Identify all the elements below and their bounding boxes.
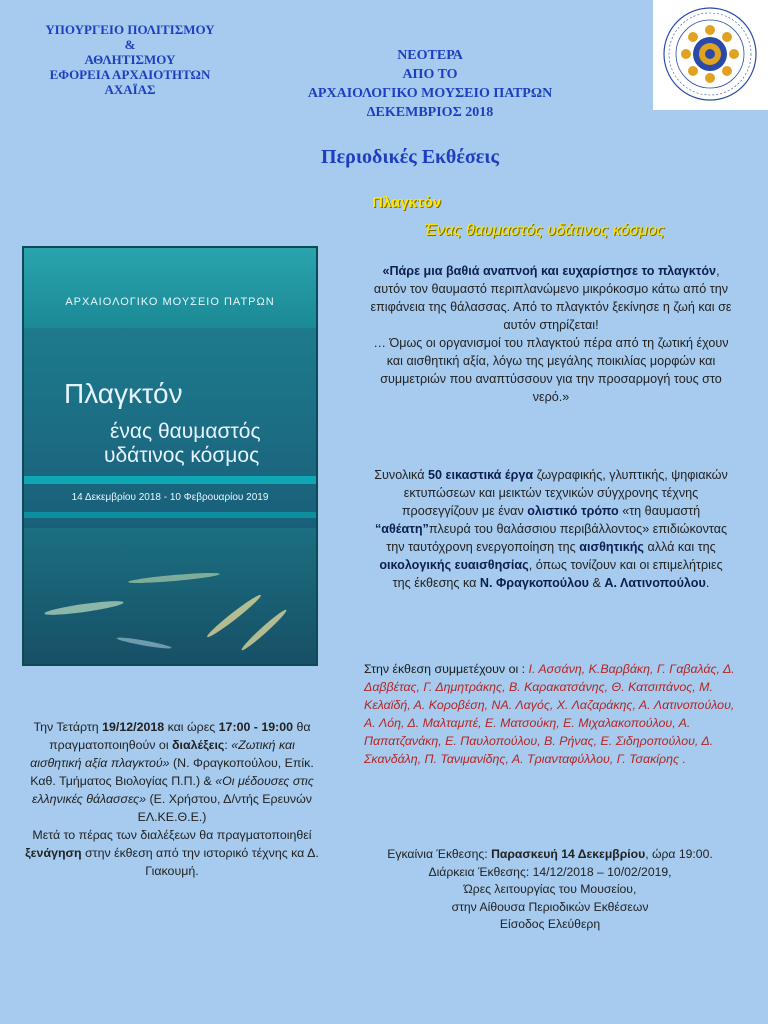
desc-bold: οικολογικής ευαισθησίας: [379, 558, 529, 572]
opening-bold: Παρασκευή 14 Δεκεμβρίου: [491, 847, 646, 861]
quote-text: , αυτόν τον θαυμαστό περιπλανώμενο μικρόκοσμο κάτω από την επιφάνεια της θάλασσας. Από το πλαγκτόν ξεκίνησε η ζωή και σε αυτόν στηρίζεται!: [370, 264, 732, 332]
news-header: [270, 46, 590, 122]
exhibition-quote: [370, 262, 732, 406]
exhibition-description: [370, 466, 732, 592]
lect-text: και ώρες: [164, 720, 219, 734]
opening-text: Εγκαίνια Έκθεσης:: [387, 847, 492, 861]
lect-bold: 19/12/2018: [102, 720, 165, 734]
poster-dates: 14 Δεκεμβρίου 2018 - 10 Φεβρουαρίου 2019: [71, 492, 269, 503]
lect-text: (Ε. Χρήστου, Δ/ντής Ερευνών ΕΛ.ΚΕ.Θ.Ε.): [137, 792, 312, 824]
plankton-illustration: [24, 548, 318, 666]
desc-bold: “αθέατη”: [374, 522, 429, 536]
duration-line: Διάρκεια Έκθεσης: 14/12/2018 – 10/02/2019,: [428, 864, 672, 879]
participants: [364, 660, 736, 768]
exhibition-title: Πλαγκτόν: [372, 194, 442, 211]
tour-paragraph: [22, 826, 322, 880]
quote-paragraph-1: [370, 262, 732, 334]
desc-text: Συνολικά: [374, 468, 428, 482]
lect-text: (Ν. Φραγκοπούλου, Επίκ. Καθ. Τμήματος Βιολογίας Π.Π.) &: [30, 756, 314, 788]
desc-bold: ολιστικό τρόπο: [527, 504, 619, 518]
desc-text: &: [588, 576, 605, 590]
entry-line: Είσοδος Ελεύθερη: [499, 917, 601, 931]
lectures-info: [22, 718, 322, 880]
ministry-line: ΑΧΑΪΑΣ: [104, 82, 156, 97]
desc-text: «τη θαυμαστή: [618, 504, 701, 518]
desc-bold: 50 εικαστικά έργα: [428, 468, 534, 482]
lect-italic: «Ζωτική και αισθητική αξία πλαγκτού»: [30, 738, 295, 770]
news-line: ΑΠΟ ΤΟ: [402, 67, 458, 82]
news-line: ΔΕΚΕΜΒΡΙΟΣ 2018: [366, 105, 494, 120]
news-line: ΝΕΟΤΕΡΑ: [397, 48, 463, 63]
ministry-header: [20, 22, 240, 97]
poster-stripe: [24, 476, 316, 484]
opening-info: [380, 846, 720, 934]
opening-text: , ώρα 19:00.: [645, 847, 713, 861]
lectures-paragraph: [22, 718, 322, 826]
poster-stripe: [24, 512, 316, 518]
ministry-line: ΕΦΟΡΕΙΑ ΑΡΧΑΙΟΤΗΤΩΝ: [49, 67, 211, 82]
museum-logo-icon: [653, 0, 768, 110]
hours-line: Ώρες λειτουργίας του Μουσείου,: [463, 882, 637, 896]
desc-bold: Α. Λατινοπούλου: [604, 576, 706, 590]
quote-paragraph-2: … Όμως οι οργανισμοί του πλαγκτού πέρα από τη ζωτική έχουν και αισθητική αξία, λόγω της μεγάλης ποικιλίας μορφών και συμμετριών που αναπτύσσουν για την προσαρμογή τους στο νερό.»: [373, 336, 729, 404]
ministry-line: ΑΘΛΗΤΙΣΜΟΥ: [84, 52, 176, 67]
lect-bold: 17:00 - 19:00: [218, 720, 294, 734]
quote-bold-text: «Πάρε μια βαθιά αναπνοή και ευχαρίστησε το πλαγκτόν: [382, 264, 717, 278]
desc-text: πλευρά του θαλάσσιου περιβάλλοντος» επιδιώκοντας την ταυτόχρονη ενεργοποίηση της: [386, 522, 728, 554]
desc-bold: αισθητικής: [579, 540, 644, 554]
lect-italic: «Οι μέδουσες στις ελληνικές θάλασσες»: [32, 774, 314, 806]
exhibition-subtitle: Ένας θαυμαστός υδάτινος κόσμος: [424, 222, 665, 239]
desc-text: , όπως τονίζουν και οι επιμελήτριες της έκθεσης κα: [392, 558, 723, 590]
exhibition-poster: [22, 246, 318, 666]
lect-text: :: [224, 738, 228, 752]
hall-line: στην Αίθουσα Περιοδικών Εκθέσεων: [451, 899, 649, 914]
lect-text: Την Τετάρτη: [33, 720, 103, 734]
news-line: ΑΡΧΑΙΟΛΟΓΙΚΟ ΜΟΥΣΕΙΟ ΠΑΤΡΩΝ: [307, 86, 553, 101]
participants-label: Στην έκθεση συμμετέχουν οι :: [364, 662, 529, 676]
lect-bold: ξενάγηση: [25, 846, 82, 860]
participants-names: Ι. Ασσάνη, Κ.Βαρβάκη, Γ. Γαβαλάς, Δ. Δαββέτας, Γ. Δημητράκης, Β. Καρακατσάνης, Θ. Κατσιπάνος, Μ. Κελαϊδή, Α. Κοροβέση, ΝΑ. Λαγός, Χ. Λαζαράκης, Α. Λατινοπούλου, Α. Λόη, Δ. Μαλταμπέ, Ε. Ματσούκη, Ε. Μιχαλακοπούλου, Α. Παπατζανάκη, Ε. Παυλοπούλου, Β. Ρήνας, Ε. Σιδηροπούλου, Δ. Σκανδάλη, Π. Τανιμανίδης, Α. Τριανταφύλλου, Γ. Τσακίρης .: [364, 662, 735, 766]
museum-logo-graphic: [653, 0, 768, 110]
opening-line: [380, 846, 720, 864]
lect-text: στην έκθεση από την ιστορικό τέχνης κα Δ. Γιακουμή.: [81, 846, 319, 878]
lect-bold: διαλέξεις: [172, 738, 225, 752]
desc-text: αλλά και της: [643, 540, 716, 554]
lect-text: Μετά το πέρας των διαλέξεων θα πραγματοποιηθεί: [32, 828, 312, 842]
desc-bold: Ν. Φραγκοπούλου: [479, 576, 589, 590]
poster-publisher: ΑΡΧΑΙΟΛΟΓΙΚΟ ΜΟΥΣΕΙΟ ΠΑΤΡΩΝ: [65, 296, 275, 308]
desc-text: .: [705, 576, 710, 590]
poster-band-top: [24, 248, 316, 328]
section-title: Περιοδικές Εκθέσεις: [321, 146, 499, 168]
lect-text: θα πραγματοποιηθούν οι: [49, 720, 311, 752]
desc-text: ζωγραφικής, γλυπτικής, ψηφιακών εκτυπώσεων και μεικτών τεχνικών σύγχρονης τέχνης προσεγγίζουν με έναν: [401, 468, 728, 518]
poster-subtitle-line1: ένας θαυμαστός: [110, 420, 261, 443]
ministry-line: ΥΠΟΥΡΓΕΙΟ ΠΟΛΙΤΙΣΜΟΥ: [45, 22, 215, 37]
ministry-line: &: [124, 37, 136, 52]
poster-subtitle-line2: υδάτινος κόσμος: [104, 444, 260, 467]
poster-title: Πλαγκτόν: [64, 378, 183, 409]
